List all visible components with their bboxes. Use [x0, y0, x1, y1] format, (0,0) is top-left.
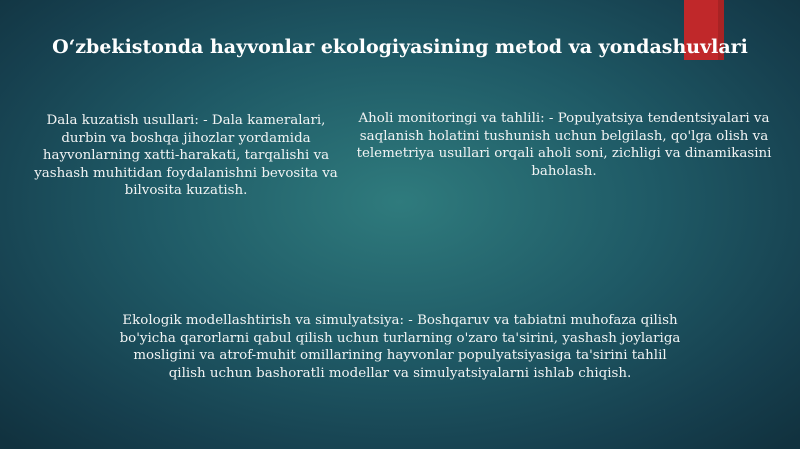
text-block-ecological-modeling: Ekologik modellashtirish va simulyatsiya: - Boshqaruv va tabiatni muhofaza qilish bo'yicha qarorlarni qabul qilish uchun turlarning o'zaro ta'sirini, yashash joylariga mosligini va atrof-muhit omillarining hayvonlar populyatsiyasiga ta'sirini tahlil qilish uchun bashoratli modellar va simulyatsiyalarni ishlab chiqish. — [119, 313, 681, 381]
text-block-field-observation: Dala kuzatish usullari: - Dala kameralari, durbin va boshqa jihozlar yordamida hayvonlarning xatti-harakati, tarqalishi va yashash muhitidan foydalanishni bevosita va bilvosita kuzatish. — [34, 113, 338, 198]
text-block-population-monitoring: Aholi monitoringi va tahlili: - Populyatsiya tendentsiyalari va saqlanish holatini tushunish uchun belgilash, qo'lga olish va telemetriya usullari orqali aholi soni, zichligi va dinamikasini baholash. — [356, 111, 772, 179]
slide-title: O‘zbekistonda hayvonlar ekologiyasining metod va yondashuvlari — [52, 36, 748, 58]
